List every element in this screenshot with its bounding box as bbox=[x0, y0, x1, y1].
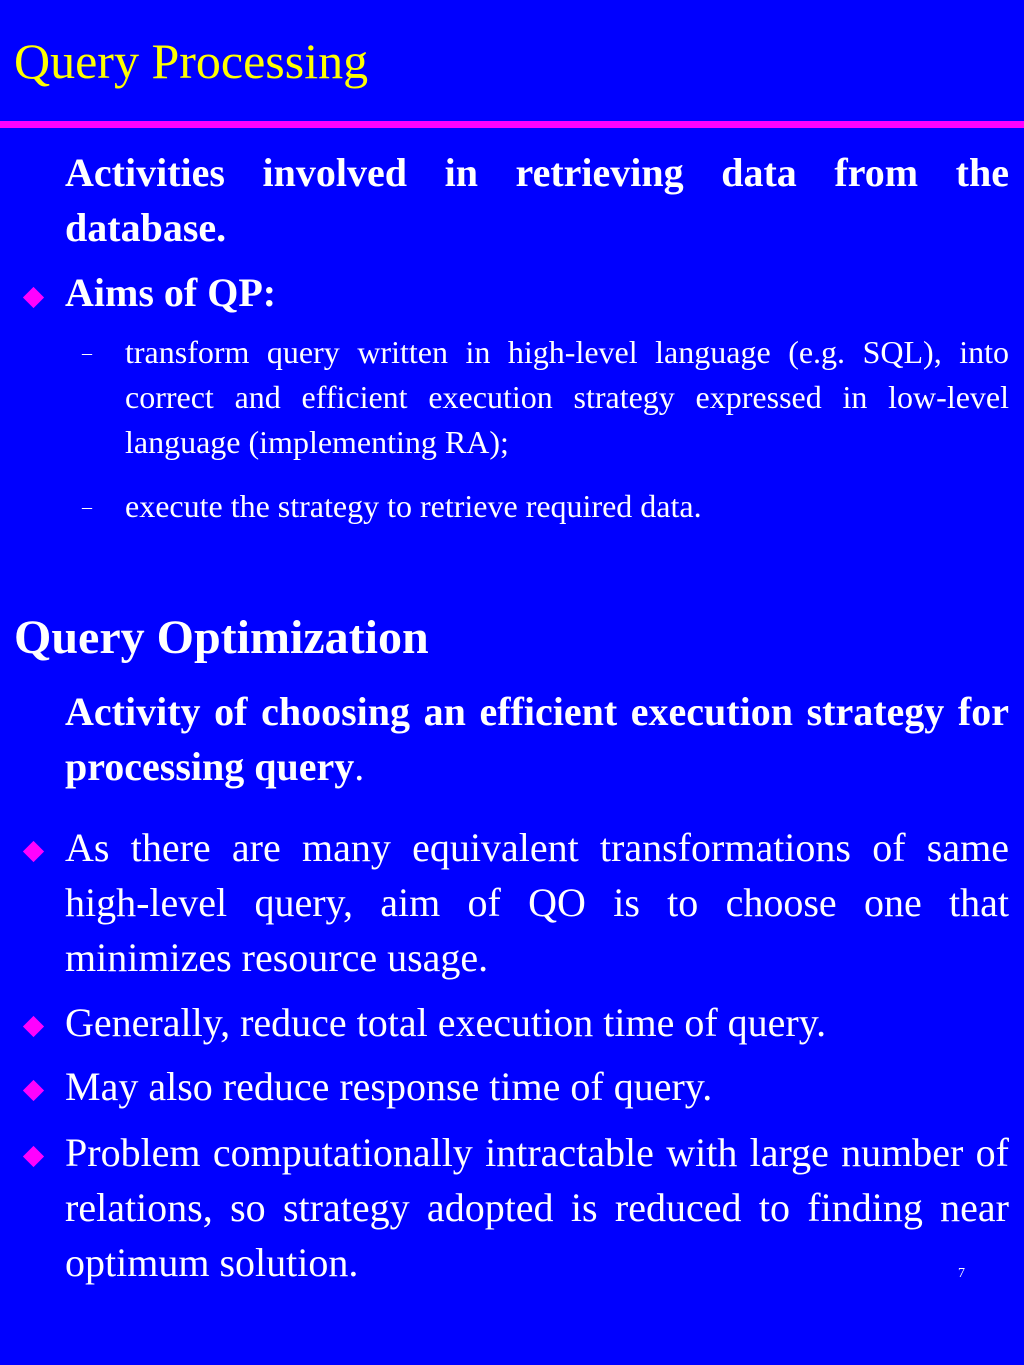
aim-item: transform query written in high-level language (e.g. SQL), into correct and efficient execution strategy expressed in low-level language (implementing RA); bbox=[125, 334, 1009, 460]
qo-definition-text: Activity of choosing an efficient execution strategy for processing query bbox=[65, 689, 1009, 789]
aim-item: execute the strategy to retrieve required data. bbox=[125, 488, 702, 524]
list-item: As there are many equivalent transformations of same high-level query, aim of QO is to choose one that minimizes resource usage. bbox=[65, 825, 1009, 980]
aims-label: Aims of QP: bbox=[65, 270, 277, 315]
list-item: Generally, reduce total execution time of query. bbox=[65, 1000, 827, 1045]
diamond-bullet-icon bbox=[18, 1075, 48, 1105]
qo-heading: Query Optimization bbox=[14, 611, 429, 664]
diamond-bullet-icon bbox=[18, 836, 48, 866]
diamond-bullet-icon bbox=[18, 1011, 48, 1041]
title-divider bbox=[0, 121, 1024, 128]
diamond-bullet-icon bbox=[18, 1141, 48, 1171]
page-number: 7 bbox=[958, 1266, 965, 1281]
qp-definition: Activities involved in retrieving data from the database. bbox=[65, 150, 1009, 250]
qo-definition-period: . bbox=[354, 744, 365, 789]
qo-definition bbox=[65, 684, 1009, 794]
dash-bullet-icon: – bbox=[82, 342, 92, 364]
dash-bullet-icon: – bbox=[82, 496, 92, 518]
slide-title: Query Processing bbox=[14, 33, 369, 89]
list-item: Problem computationally intractable with large number of relations, so strategy adopted is reduced to finding near optimum solution. bbox=[65, 1130, 1009, 1285]
diamond-bullet-icon bbox=[18, 282, 48, 312]
list-item: May also reduce response time of query. bbox=[65, 1064, 713, 1109]
